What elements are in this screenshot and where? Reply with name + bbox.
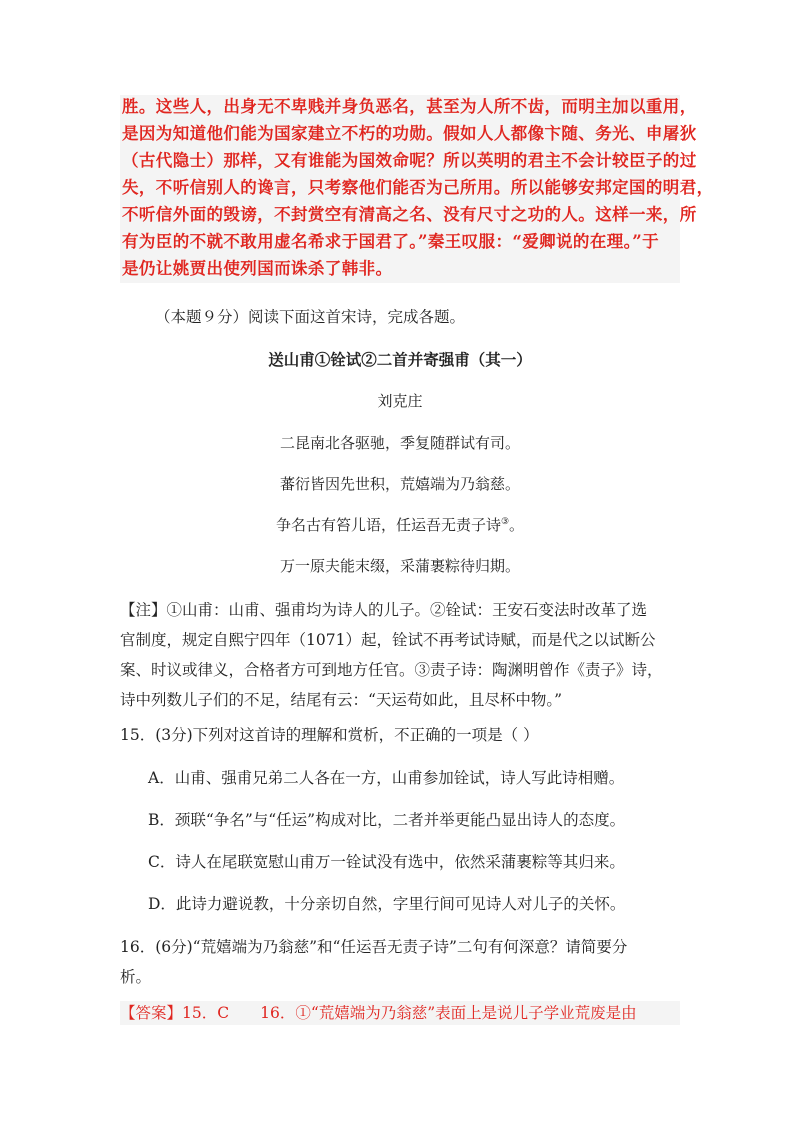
translation-line: 是因为知道他们能为国家建立不朽的功勋。假如人人都像卞随、务光、申屠狄 xyxy=(122,124,697,143)
annotation-line: 【注】①山甫：山甫、强甫均为诗人的儿子。②铨试：王安石变法时改革了选 xyxy=(120,601,648,619)
translation-line: 胜。这些人，出身无不卑贱并身负恶名，甚至为人所不齿，而明主加以重用， xyxy=(122,97,697,116)
annotation-line: 案、时议或律义，合格者方可到地方任官。③责子诗：陶渊明曾作《责子》诗， xyxy=(120,661,663,679)
translation-line: 不听信外面的毁谤，不封赏空有清高之名、没有尺寸之功的人。这样一来，所 xyxy=(122,205,697,224)
translation-line: 是仍让姚贾出使列国而诛杀了韩非。 xyxy=(122,259,393,278)
translation-line: 失，不听信别人的谗言，只考察他们能否为己所用。所以能够安邦定国的明君， xyxy=(122,178,714,197)
poem-author: 刘克庄 xyxy=(377,392,423,410)
annotation-line: 官制度，规定自熙宁四年（1071）起，铨试不再考试诗赋，而是代之以试断公 xyxy=(120,631,656,649)
annotation-line: 诗中列数儿子们的不足，结尾有云：“天运苟如此，且尽杯中物。” xyxy=(120,691,563,709)
poem-line: 蕃衍皆因先世积，荒嬉端为乃翁慈。 xyxy=(279,475,520,493)
question-15-option-b: B．颈联“争名”与“任运”构成对比，二者并举更能凸显出诗人的态度。 xyxy=(148,811,626,829)
translation-answer-box xyxy=(120,95,714,283)
question-15-stem: 15．(3分)下列对这首诗的理解和赏析，不正确的一项是（ ） xyxy=(120,726,539,744)
answer-tag: 【答案】 xyxy=(120,1004,183,1022)
question-16-stem-continued: 析。 xyxy=(120,968,152,986)
answer-strip xyxy=(120,1001,680,1025)
translation-line: （古代隐士）那样，又有谁能为国效命呢？所以英明的君主不会计较臣子的过 xyxy=(122,151,697,170)
poem-line: 争名古有笞儿语，任运吾无责子诗③。 xyxy=(275,516,525,534)
question-15-option-c: C．诗人在尾联宽慰山甫万一铨试没有选中，依然采蒲裹粽等其归来。 xyxy=(148,853,625,871)
translation-line: 有为臣的不就不敢用虚名希求于国君了。”秦王叹服：“爱卿说的在理。”于 xyxy=(122,232,660,251)
question-15-option-d: D．此诗力避说教，十分亲切自然，字里行间可见诗人对儿子的关怀。 xyxy=(148,895,626,913)
answer-text: 15．C 16．①“荒嬉端为乃翁慈”表面上是说儿子学业荒废是由 xyxy=(182,1004,637,1022)
question-16-stem: 16．(6分)“荒嬉端为乃翁慈”和“任运吾无责子诗”二句有何深意？请简要分 xyxy=(120,938,628,956)
poem-title: 送山甫①铨试②二首并寄强甫（其一） xyxy=(268,350,532,369)
poem-line: 二昆南北各驱驰，季复随群试有司。 xyxy=(279,434,520,452)
footnote-marker: ③ xyxy=(500,517,510,527)
poem-line: 万一原夫能末缀，采蒲裹粽待归期。 xyxy=(279,557,520,575)
question-15-option-a: A．山甫、强甫兄弟二人各在一方，山甫参加铨试，诗人写此诗相赠。 xyxy=(148,769,625,787)
question-intro: （本题９分）阅读下面这首宋诗，完成各题。 xyxy=(155,308,466,326)
poem-annotation xyxy=(120,595,692,715)
poem-line-text: 争名古有笞儿语，任运吾无责子诗 xyxy=(275,516,501,534)
